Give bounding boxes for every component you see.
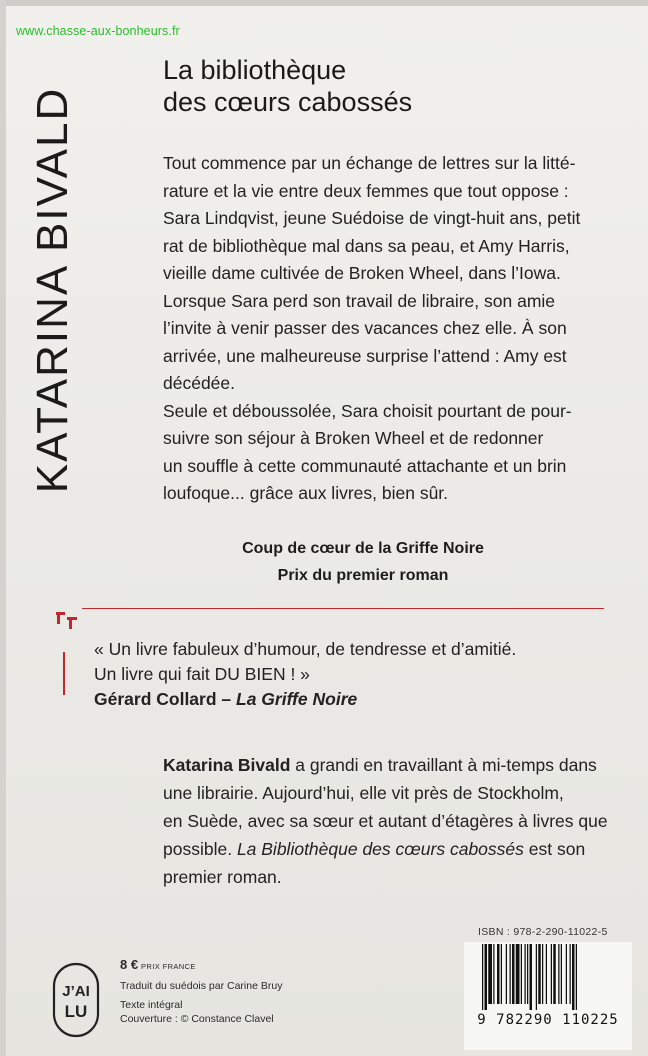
bio-line-4-post: est son xyxy=(523,839,586,859)
bio-line-4-pre: possible. xyxy=(163,839,237,859)
quote-line-2: Un livre qui fait DU BIEN ! » xyxy=(94,664,310,684)
blurb-line: l’invite à venir passer des vacances chez elle. À son xyxy=(163,318,567,338)
barcode-bar xyxy=(576,944,577,1010)
isbn-label: ISBN : 978-2-290-11022-5 xyxy=(478,926,608,938)
translation-credit: Traduit du suédois par Carine Bruy xyxy=(120,979,283,992)
bio-author-name: Katarina Bivald xyxy=(163,755,291,775)
price: 8 € xyxy=(120,957,139,972)
awards xyxy=(163,535,563,589)
barcode xyxy=(480,944,616,1010)
blurb-line: un souffle à cette communauté attachante et un brin xyxy=(163,455,567,476)
cover-left-edge xyxy=(0,0,6,1056)
barcode-number: 9 782290 110225 xyxy=(477,1012,619,1028)
barcode-bar xyxy=(488,944,492,1004)
barcode-bar xyxy=(497,944,500,1004)
barcode-bar xyxy=(485,944,488,1010)
blurb-line: Seule et déboussolée, Sara choisit pourtant de pour- xyxy=(163,400,572,421)
author-name-vertical: KATARINA BIVALD xyxy=(28,86,77,494)
bio-line-5: premier roman. xyxy=(163,867,282,887)
barcode-bar xyxy=(566,944,567,1004)
barcode-bar xyxy=(553,944,556,1004)
author-bio xyxy=(163,751,608,891)
barcode-bar xyxy=(482,944,483,1010)
blurb-line: vieille dame cultivée de Broken Wheel, dans l’Iowa. xyxy=(163,263,561,283)
barcode-bar xyxy=(561,944,562,1004)
red-quote-bar xyxy=(63,652,65,695)
blurb-line: décédée. xyxy=(163,373,236,393)
barcode-bar xyxy=(570,944,571,1004)
price-label: PRIX FRANCE xyxy=(141,962,196,971)
logo-text-jai: J’AI xyxy=(62,983,90,1000)
bio-book-title: La Bibliothèque des cœurs cabossés xyxy=(236,839,524,859)
quote-attribution xyxy=(94,687,604,712)
cover-credit: Couverture : © Constance Clavel xyxy=(120,1012,274,1025)
blurb xyxy=(163,150,608,508)
barcode-bar xyxy=(510,944,511,1004)
book-title xyxy=(163,54,412,118)
blurb-line: rature et la vie entre deux femmes que tout oppose : xyxy=(163,180,569,201)
barcode-bar xyxy=(516,944,520,1004)
award-griffe-noire: Coup de cœur de la Griffe Noire xyxy=(242,540,484,557)
barcode-bar xyxy=(538,944,541,1004)
press-quote xyxy=(94,637,604,712)
text-integral: Texte intégral xyxy=(120,999,183,1011)
jai-lu-publisher-logo xyxy=(52,962,100,1038)
red-divider-line xyxy=(82,608,604,609)
red-quote-mark-icon xyxy=(55,610,81,632)
barcode-bar xyxy=(527,944,528,1004)
bio-line-2: une librairie. Aujourd’hui, elle vit près de Stockholm, xyxy=(163,783,564,803)
barcode-bar xyxy=(546,944,547,1004)
barcode-bar xyxy=(551,944,552,1004)
barcode-bar xyxy=(521,944,522,1004)
cover-top-edge xyxy=(0,0,648,6)
barcode-bar xyxy=(501,944,502,1004)
website-watermark[interactable]: www.chasse-aux-bonheurs.fr xyxy=(16,24,180,38)
barcode-bar xyxy=(572,944,575,1010)
quote-source: La Griffe Noire xyxy=(236,689,358,709)
logo-text-lu: LU xyxy=(64,1002,88,1021)
blurb-line: rat de bibliothèque mal dans sa peau, et Amy Harris, xyxy=(163,235,570,256)
barcode-bar xyxy=(558,944,559,1004)
barcode-bar xyxy=(536,944,537,1010)
quote-author: Gérard Collard – xyxy=(94,689,232,709)
barcode-bar xyxy=(512,944,515,1004)
blurb-line: Tout commence par un échange de lettres sur la litté- xyxy=(163,153,576,173)
barcode-bar xyxy=(542,944,543,1004)
quote-line-1: « Un livre fabuleux d’humour, de tendresse et d’amitié. xyxy=(94,639,517,659)
award-premier-roman: Prix du premier roman xyxy=(277,567,449,584)
barcode-bar xyxy=(530,944,533,1010)
title-line-1: La bibliothèque xyxy=(163,55,347,85)
blurb-line: suivre son séjour à Broken Wheel et de redonner xyxy=(163,428,544,448)
bio-line-3: en Suède, avec sa sœur et autant d’étagères à livres que xyxy=(163,811,608,831)
title-line-2: des cœurs cabossés xyxy=(163,87,413,117)
blurb-line: Lorsque Sara perd son travail de libraire, son amie xyxy=(163,290,556,311)
barcode-bar xyxy=(493,944,494,1004)
barcode-bar xyxy=(525,944,526,1004)
publication-credits xyxy=(120,958,282,1026)
barcode-bar xyxy=(506,944,507,1004)
blurb-line: arrivée, une malheureuse surprise l’attend : Amy est xyxy=(163,345,567,366)
blurb-line: loufoque... grâce aux livres, bien sûr. xyxy=(163,483,449,503)
blurb-line: Sara Lindqvist, jeune Suédoise de vingt-huit ans, petit xyxy=(163,208,581,228)
bio-line-1: a grandi en travaillant à mi-temps dans xyxy=(290,755,597,775)
